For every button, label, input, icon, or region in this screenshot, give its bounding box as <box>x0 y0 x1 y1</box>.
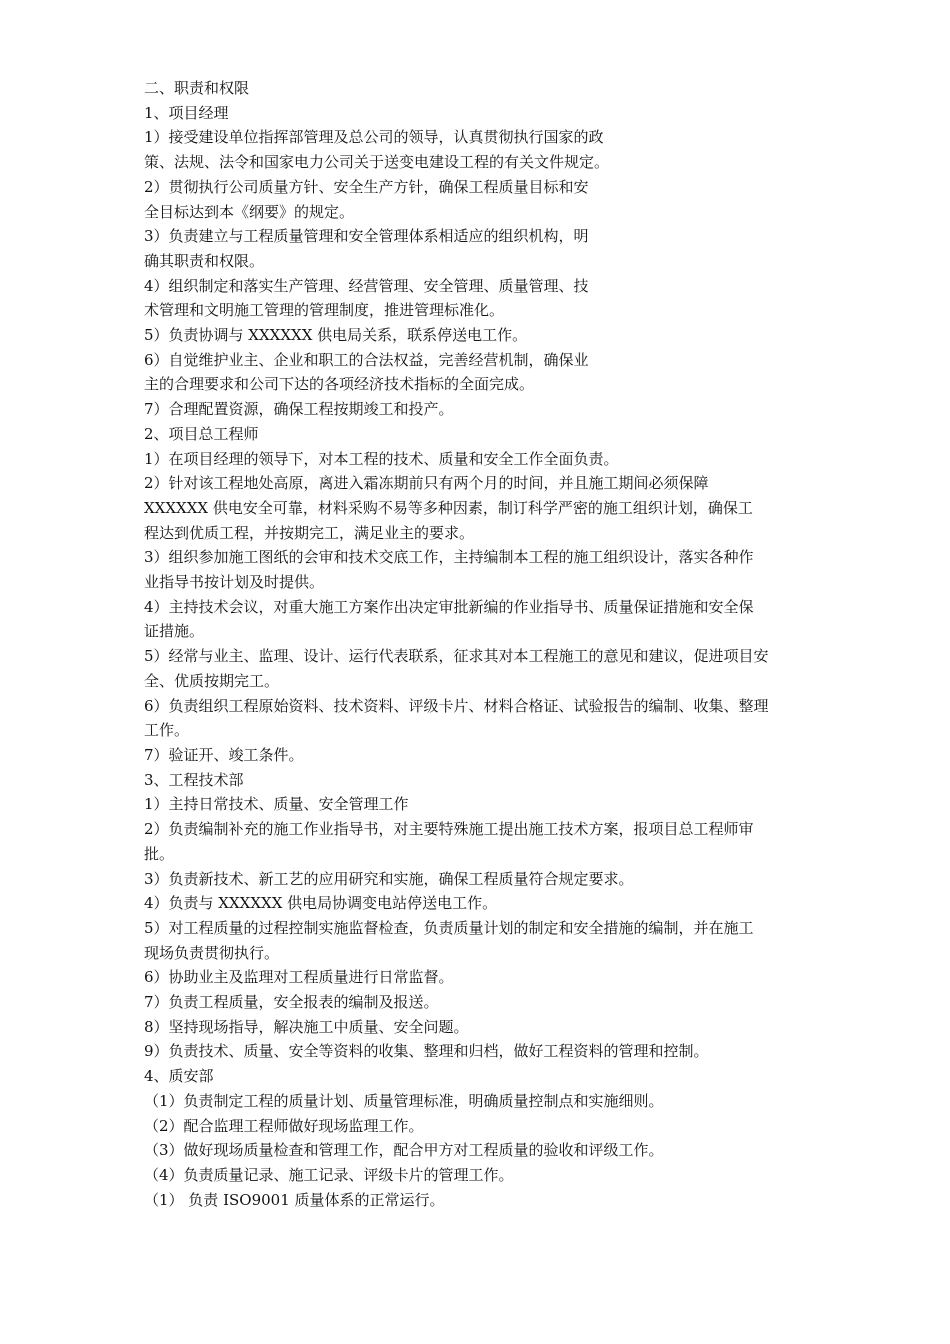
paragraph-line: 2）针对该工程地处高原，离进入霜冻期前只有两个月的时间，并且施工期间必须保障 <box>144 474 709 493</box>
paragraph-line: 5）经常与业主、监理、设计、运行代表联系，征求其对本工程施工的意见和建议，促进项目安 <box>144 647 769 666</box>
paragraph-line: 7）验证开、竣工条件。 <box>144 745 304 764</box>
paragraph-line: 全、优质按期完工。 <box>144 671 280 690</box>
subsection-heading: 1、项目经理 <box>144 103 229 122</box>
paragraph-line: 6）负责组织工程原始资料、技术资料、评级卡片、材料合格证、试验报告的编制、收集、整理 <box>144 696 769 715</box>
paragraph-line: 业指导书按计划及时提供。 <box>144 573 325 592</box>
paragraph-line: （1） 负责 ISO9001 质量体系的正常运行。 <box>144 1190 445 1209</box>
subsection-heading: 4、质安部 <box>144 1067 214 1086</box>
paragraph-line: 工作。 <box>144 721 190 740</box>
paragraph-line: 3）负责建立与工程质量管理和安全管理体系相适应的组织机构，明 <box>144 227 589 246</box>
paragraph-line: 7）负责工程质量，安全报表的编制及报送。 <box>144 993 439 1012</box>
paragraph-line: 8）坚持现场指导，解决施工中质量、安全问题。 <box>144 1017 469 1036</box>
paragraph-line: 确其职责和权限。 <box>144 251 265 270</box>
document-body <box>144 76 814 1212</box>
paragraph-line: 术管理和文明施工管理的管理制度，推进管理标准化。 <box>144 301 505 320</box>
paragraph-line: 9）负责技术、质量、安全等资料的收集、整理和归档，做好工程资料的管理和控制。 <box>144 1042 709 1061</box>
paragraph-line: 2）负责编制补充的施工作业指导书，对主要特殊施工提出施工技术方案，报项目总工程师审 <box>144 820 754 839</box>
subsection-heading: 3、工程技术部 <box>144 770 244 789</box>
paragraph-line: XXXXXX 供电安全可靠，材料采购不易等多种因素，制订科学严密的施工组织计划，确保工 <box>144 498 753 517</box>
paragraph-line: 5）对工程质量的过程控制实施监督检查，负责质量计划的制定和安全措施的编制，并在施工 <box>144 918 754 937</box>
paragraph-line: （2）配合监理工程师做好现场监理工作。 <box>144 1116 424 1135</box>
subsection-heading: 2、项目总工程师 <box>144 424 259 443</box>
paragraph-line: 策、法规、法令和国家电力公司关于送变电建设工程的有关文件规定。 <box>144 153 610 172</box>
paragraph-line: 3）负责新技术、新工艺的应用研究和实施，确保工程质量符合规定要求。 <box>144 869 634 888</box>
paragraph-line: 全目标达到本《纲要》的规定。 <box>144 202 355 221</box>
paragraph-line: 7）合理配置资源，确保工程按期竣工和投产。 <box>144 400 454 419</box>
paragraph-line: 4）负责与 XXXXXX 供电局协调变电站停送电工作。 <box>144 894 498 913</box>
paragraph-line: 4）主持技术会议，对重大施工方案作出决定审批新编的作业指导书、质量保证措施和安全保 <box>144 597 754 616</box>
paragraph-line: 证措施。 <box>144 622 205 641</box>
paragraph-line: （3）做好现场质量检查和管理工作，配合甲方对工程质量的验收和评级工作。 <box>144 1141 664 1160</box>
paragraph-line: 1）接受建设单位指挥部管理及总公司的领导，认真贯彻执行国家的政 <box>144 128 604 147</box>
paragraph-line: 3）组织参加施工图纸的会审和技术交底工作，主持编制本工程的施工组织设计，落实各种作 <box>144 548 754 567</box>
paragraph-line: 4）组织制定和落实生产管理、经营管理、安全管理、质量管理、技 <box>144 276 589 295</box>
paragraph-line: （4）负责质量记录、施工记录、评级卡片的管理工作。 <box>144 1165 514 1184</box>
paragraph-line: 批。 <box>144 844 175 863</box>
paragraph-line: 5）负责协调与 XXXXXX 供电局关系，联系停送电工作。 <box>144 326 528 345</box>
paragraph-line: 2）贯彻执行公司质量方针、安全生产方针，确保工程质量目标和安 <box>144 177 589 196</box>
paragraph-line: （1）负责制定工程的质量计划、质量管理标准，明确质量控制点和实施细则。 <box>144 1091 664 1110</box>
paragraph-line: 6）自觉维护业主、企业和职工的合法权益，完善经营机制，确保业 <box>144 350 589 369</box>
paragraph-line: 主的合理要求和公司下达的各项经济技术指标的全面完成。 <box>144 375 535 394</box>
paragraph-line: 现场负责贯彻执行。 <box>144 943 280 962</box>
paragraph-line: 1）在项目经理的领导下，对本工程的技术、质量和安全工作全面负责。 <box>144 449 619 468</box>
paragraph-line: 1）主持日常技术、质量、安全管理工作 <box>144 795 409 814</box>
paragraph-line: 6）协助业主及监理对工程质量进行日常监督。 <box>144 968 454 987</box>
section-heading: 二、职责和权限 <box>144 79 250 97</box>
paragraph-line: 程达到优质工程，并按期完工，满足业主的要求。 <box>144 523 475 542</box>
